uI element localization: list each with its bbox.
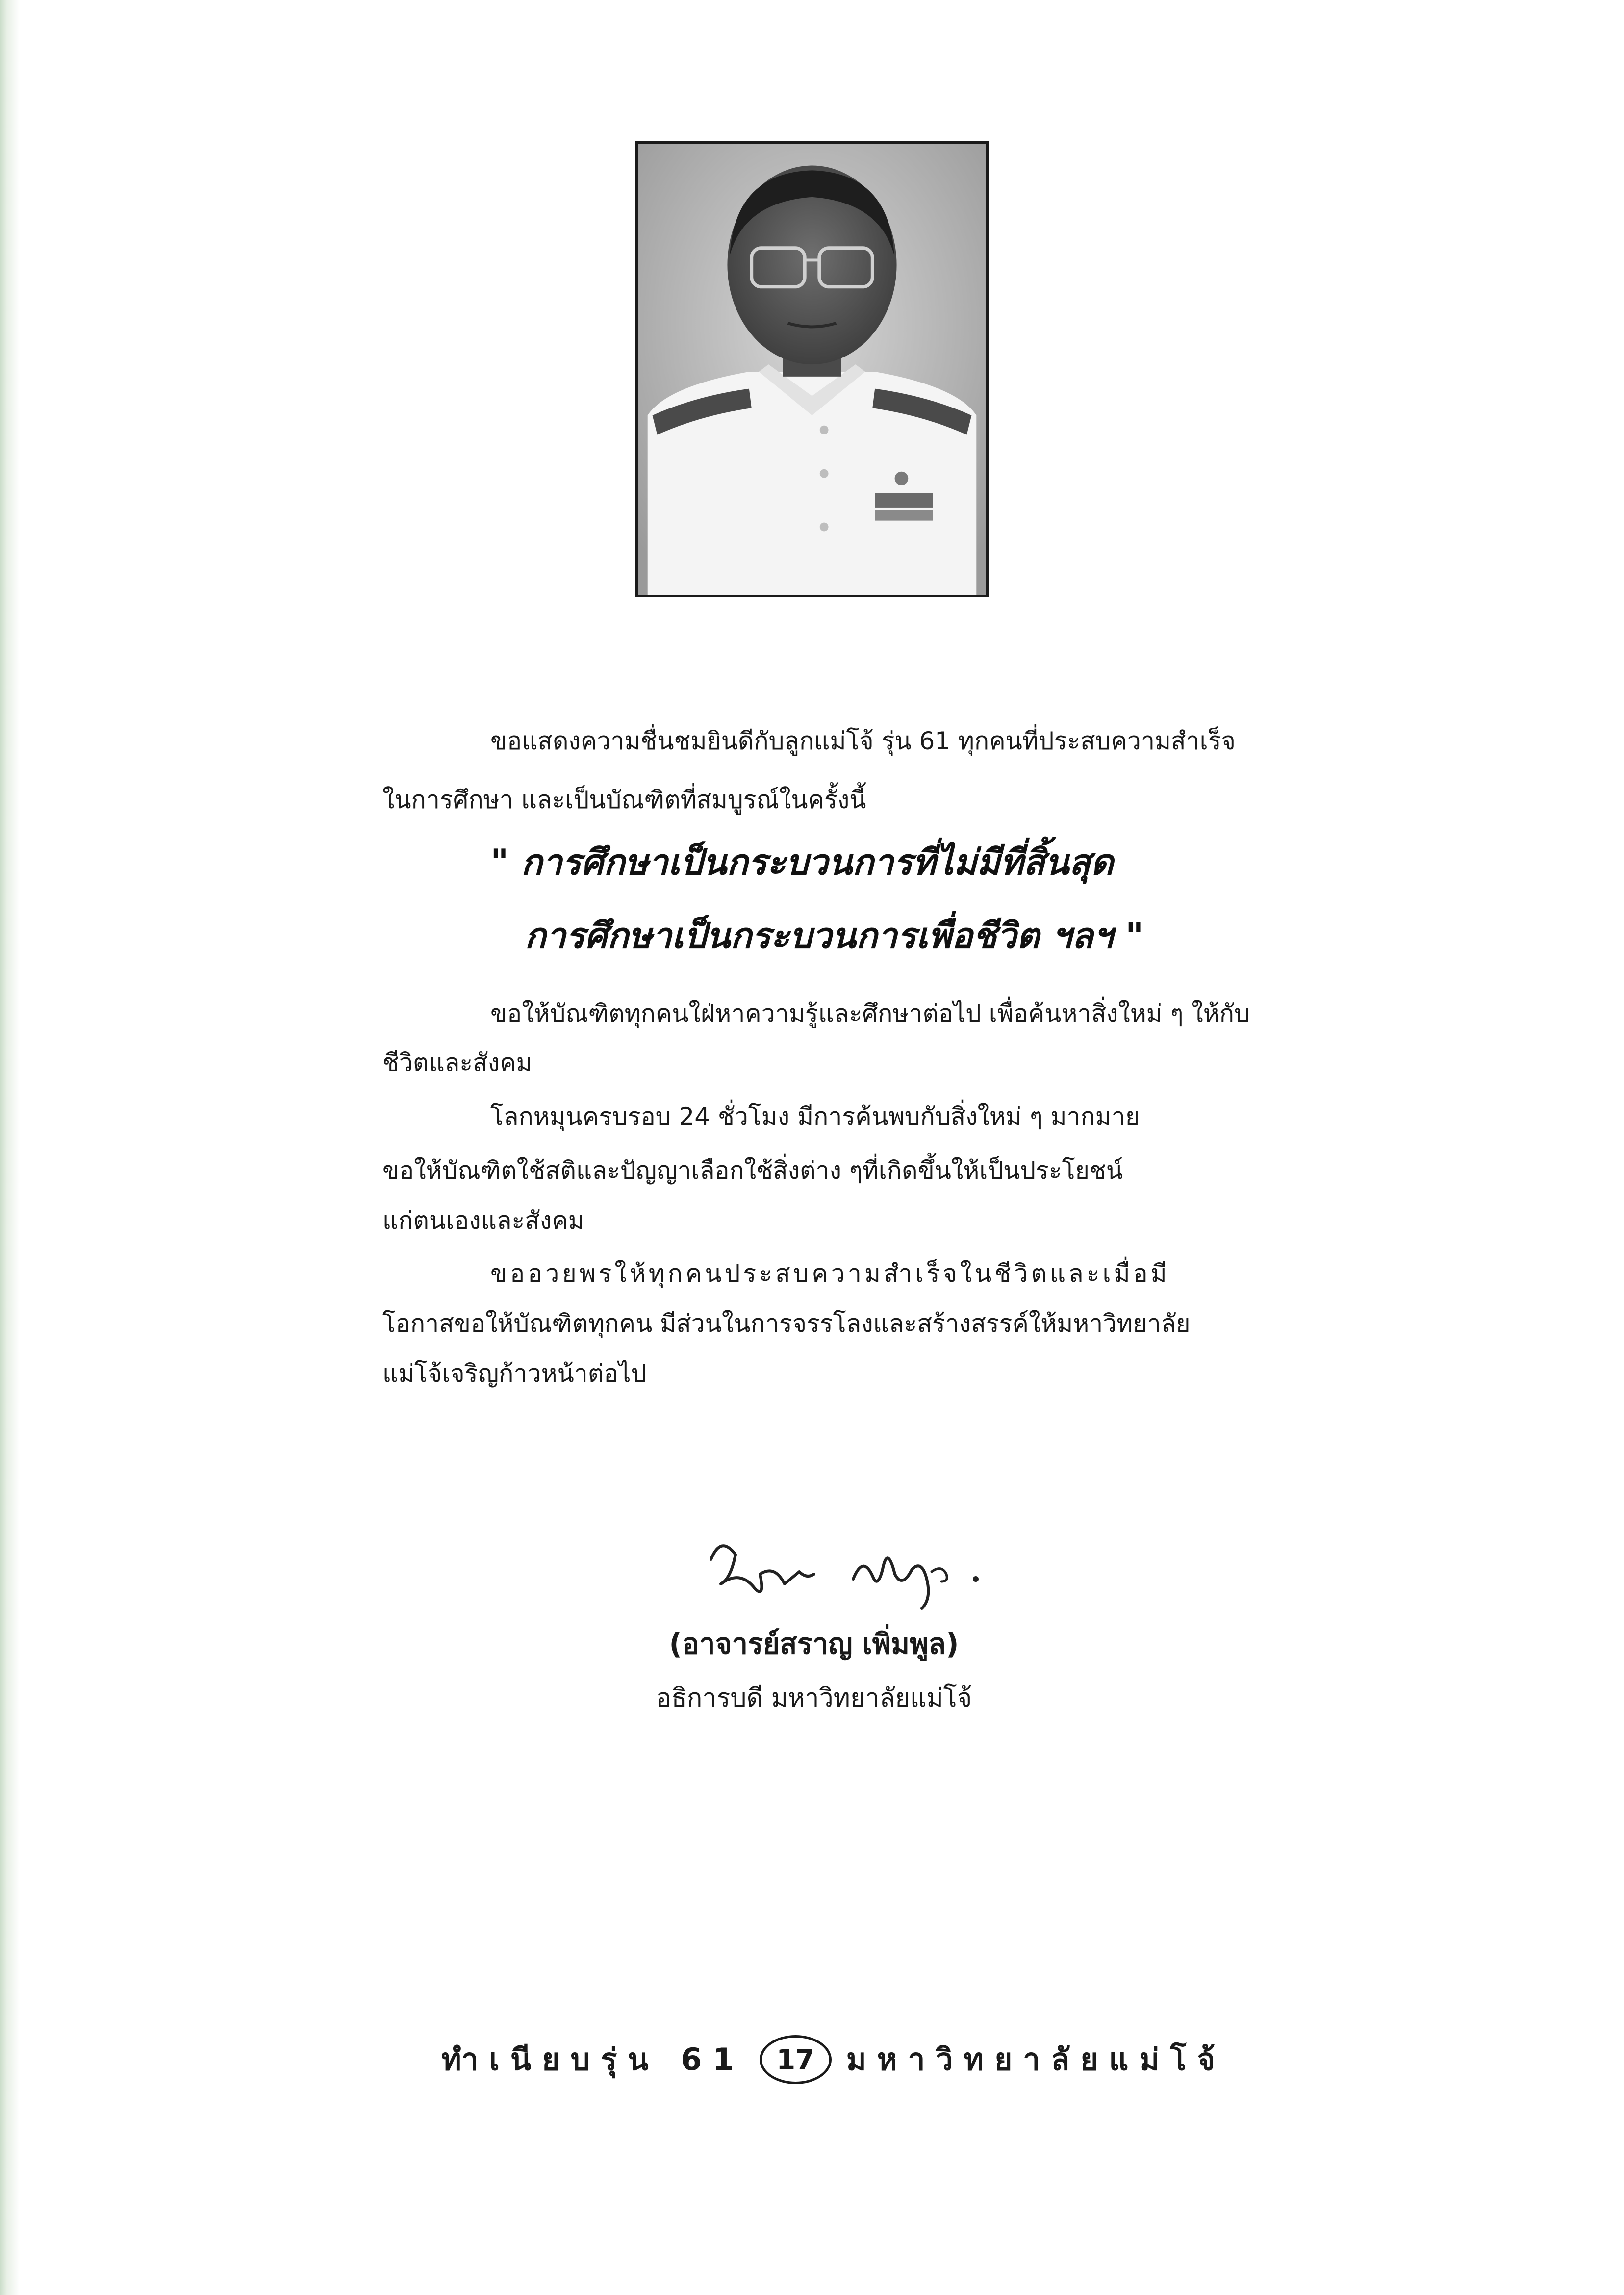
para4-line2: โอกาสขอให้บัณฑิตทุกคน มีส่วนในการจรรโลงและสร้างสรรค์ให้มหาวิทยาลัย	[382, 1309, 1191, 1338]
para4-line1: ขออวยพรให้ทุกคนประสบความสำเร็จในชีวิตและเมื่อมี	[490, 1259, 1170, 1288]
portrait-photo	[635, 141, 989, 597]
signatory-title: อธิการบดี มหาวิทยาลัยแม่โจ้	[656, 1683, 972, 1713]
page-number: 17	[760, 2035, 832, 2084]
footer-right: มหาวิทยาลัยแม่โจ้	[846, 2041, 1226, 2077]
page-footer	[441, 2035, 1226, 2084]
quote-line2: การศึกษาเป็นกระบวนการเพื่อชีวิต ฯลฯ "	[525, 915, 1144, 956]
quote-line1: " การศึกษาเป็นกระบวนการที่ไม่มีที่สิ้นสุด	[490, 841, 1114, 883]
portrait-photo-icon	[638, 144, 986, 595]
para2-line1: ขอให้บัณฑิตทุกคนใฝ่หาความรู้และศึกษาต่อไป เพื่อค้นหาสิ่งใหม่ ๆ ให้กับ	[490, 999, 1250, 1028]
para3-line1: โลกหมุนครบรอบ 24 ชั่วโมง มีการค้นพบกับสิ่งใหม่ ๆ มากมาย	[490, 1102, 1140, 1131]
signature-icon	[701, 1525, 995, 1613]
para3-line3: แก่ตนเองและสังคม	[382, 1206, 584, 1235]
signatory-name: (อาจารย์สราญ เพิ่มพูล)	[669, 1627, 959, 1660]
footer-left: ทำเนียบรุ่น 61	[441, 2041, 745, 2077]
para1-line1: ขอแสดงความชื่นชมยินดีกับลูกแม่โจ้ รุ่น 61 ทุกคนที่ประสบความสำเร็จ	[490, 727, 1236, 755]
para2-line2: ชีวิตและสังคม	[382, 1048, 533, 1077]
para4-line3: แม่โจ้เจริญก้าวหน้าต่อไป	[382, 1359, 647, 1388]
para3-line2: ขอให้บัณฑิตใช้สติและปัญญาเลือกใช้สิ่งต่าง ๆที่เกิดขึ้นให้เป็นประโยชน์	[382, 1156, 1123, 1185]
para1-line2: ในการศึกษา และเป็นบัณฑิตที่สมบูรณ์ในครั้งนี้	[382, 786, 866, 814]
scan-edge	[0, 0, 20, 2295]
